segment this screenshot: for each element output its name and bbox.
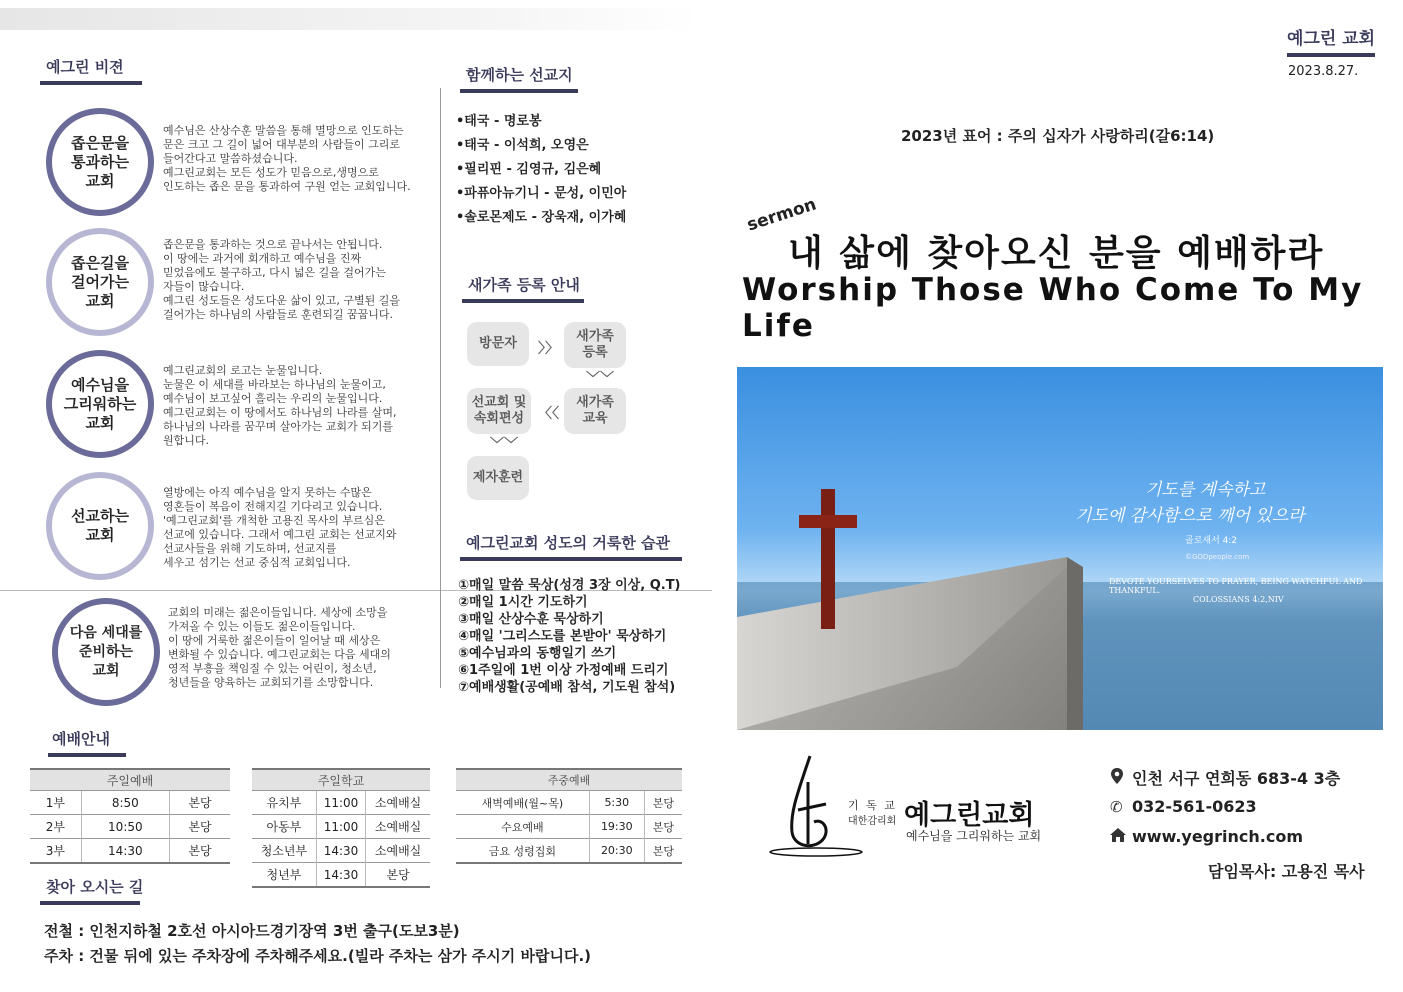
table-row: 새벽예배(월~목) 5:30 본당 [456,791,682,815]
flow-arrow-left: 〈〈 [538,406,559,422]
website-link[interactable]: www.yegrinch.com [1132,827,1303,846]
map-pin-icon [1110,768,1132,788]
sunday-worship-table [30,768,230,864]
pastor-name: 담임목사: 고용진 목사 [1208,862,1365,881]
table-row: 1부 8:50 본당 [30,791,230,815]
flow-arrow-right: 〉〉 [538,341,559,357]
year-motto: 2023년 표어 : 주의 십자가 사랑하리(갈6:14) [901,127,1215,145]
photo-verse-line1: 기도를 계속하고 [1145,480,1266,500]
photo-verse-english: DEVOTE YOURSELVES TO PRAYER, BEING WATCHFUL AND THANKFUL. [1109,577,1363,595]
sermon-title-english: Worship Those Who Come To My Life [742,272,1364,344]
missionary-item: •태국 - 이석희, 오영은 [456,138,589,153]
vision-text-1: 예수님은 산상수훈 말씀을 통해 멸망으로 인도하는 문은 크고 그 길이 넓어 대부분의 사람들이 그리로 들어간다고 말씀하셨습니다. 예그린교회는 모든 성도가 믿음으로,생명으로 인도하는 좁은 문을 통과하여 구원 얻는 교회입니다. [163,124,411,193]
table-row: 청소년부 14:30 소예배실 [252,839,430,863]
website-line [1110,827,1303,846]
vision-circle-4: 선교하는 교회 [46,472,154,580]
bulletin-date: 2023.8.27. [1288,64,1359,79]
logo-small-1: 기 독 교 [848,799,897,812]
cover-photo [737,367,1383,730]
subway-directions: 전철 : 인천지하철 2호선 아시아드경기장역 3번 출구(도보3분) [44,922,460,940]
address-text: 인천 서구 연희동 683-4 3층 [1132,769,1341,788]
worship-title: 예배안내 [52,728,126,757]
habit-item: ⑤예수님과의 동행일기 쓰기 [458,646,617,661]
flow-assign: 선교회 및 속회편성 [467,388,531,434]
cross-vertical [821,489,835,629]
parking-info: 주차 : 건물 뒤에 있는 주차장에 주차해주세요.(빌라 주차는 삼가 주시기 바랍니다.) [44,947,592,965]
vision-circle-1: 좁은문을 통과하는 교회 [46,108,154,216]
table-row: 청년부 14:30 본당 [252,863,430,888]
vision-text-4: 열방에는 아직 예수님을 알지 못하는 수많은 영혼들이 복음이 전해지길 기다리고 있습니다. '예그린교회'를 개척한 고용진 목사의 부르심은 선교에 있습니다. 그래서 예그린 교회는 선교지와 선교사들을 위해 기도하며, 선교지를 세우고 섬기는 선교 중심적 교회입니다. [163,486,397,569]
vision-text-2: 좁은문을 통과하는 것으로 끝나서는 안됩니다. 이 땅에는 과거에 회개하고 예수님을 진짜 믿었음에도 불구하고, 다시 넓은 길을 걸어가는 자들이 많습니다. 예그린 성도들은 성도다운 삶이 있고, 구별된 길을 걸어가는 하나님의 사람들로 훈련되길 꿈꿉니다. [163,238,400,321]
phone-icon: ✆ [1110,798,1123,816]
flow-visitor: 방문자 [467,322,529,366]
table-row: 3부 14:30 본당 [30,839,230,864]
table-row: 2부 10:50 본당 [30,815,230,839]
photo-verse-ref: 골로새서 4:2 [1185,536,1238,546]
logo-small-2: 대한감리회 [848,816,897,827]
photo-verse-english-ref: COLOSSIANS 4:2,NIV [1193,595,1284,604]
habit-item: ①매일 말씀 묵상(성경 3장 이상, Q.T) [458,578,681,593]
flow-arrow-down: ﹀﹀ [490,437,518,453]
cover-photo-art [737,367,1383,730]
habit-item: ⑥1주일에 1번 이상 가정예배 드리기 [458,663,669,678]
weekday-worship-table [456,768,682,864]
table-row: 유치부 11:00 소예배실 [252,791,430,815]
photo-verse-line2: 기도에 감사함으로 깨어 있으라 [1075,506,1305,526]
missionary-item: •태국 - 명로봉 [456,114,542,129]
vision-circle-2: 좁은길을 걸어가는 교회 [46,228,154,336]
table-row: 금요 성령집회 20:30 본당 [456,839,682,864]
sunday-school-table [252,768,430,888]
flow-register: 새가족 등록 [564,322,626,368]
sermon-title-korean: 내 삶에 찾아오신 분을 예배하라 [788,233,1325,274]
table-header: 주중예배 [456,769,682,791]
newcomer-title: 새가족 등록 안내 [468,274,584,303]
table-row: 아동부 11:00 소예배실 [252,815,430,839]
flow-arrow-down: ﹀﹀ [586,371,614,387]
missionary-title: 함께하는 선교지 [466,64,578,93]
flow-training: 제자훈련 [467,456,529,500]
directions-title: 찾아 오시는 길 [46,876,143,905]
table-row: 수요예배 19:30 본당 [456,815,682,839]
missionary-item: •솔로몬제도 - 장욱재, 이가혜 [456,210,627,225]
habits-title: 예그린교회 성도의 거룩한 습관 [466,532,682,561]
phone-line [1110,797,1257,816]
vision-text-3: 예그린교회의 로고는 눈물입니다. 눈물은 이 세대를 바라보는 하나님의 눈물이고, 예수님이 보고싶어 흘리는 우리의 눈물입니다. 예그린교회는 이 땅에서도 하나님의 나라를 살며, 하나님의 나라를 꿈꾸며 살아가는 교회가 되기를 원합니다. [163,364,397,447]
vision-text-5: 교회의 미래는 젊은이들입니다. 세상에 소망을 가져올 수 있는 이들도 젊은이들입니다. 이 땅에 거룩한 젊은이들이 일어날 때 세상은 변화될 수 있습니다. 예그린교회는 다음 세대의 영적 부흥을 책임질 수 있는 어린이, 청소년, 청년들을 양육하는 교회되기를 소망합니다. [168,606,391,689]
logo-name: 예그린교회 [904,800,1035,831]
top-fade-band [0,8,700,30]
phone-text: 032-561-0623 [1132,797,1257,816]
missionary-item: •필리핀 - 김영규, 김은혜 [456,162,602,177]
photo-site: ©GODpeople.com [1185,553,1250,561]
habit-item: ⑦예배생활(공예배 참석, 기도원 참석) [458,680,676,695]
divider-vertical [440,88,441,688]
logo-tagline: 예수님을 그리워하는 교회 [906,829,1042,843]
missionary-item: •파퓨아뉴기니 - 문성, 이민아 [456,186,627,201]
home-icon [1110,828,1132,846]
church-name-header: 예그린 교회 [1287,24,1375,57]
address-line [1110,766,1340,789]
vision-title: 예그린 비젼 [46,56,142,85]
table-header: 주일학교 [252,769,430,791]
vision-circle-3: 예수님을 그리워하는 교회 [46,350,154,458]
habit-item: ④매일 '그리스도를 본받아' 묵상하기 [458,629,667,644]
sermon-label: sermon [744,194,819,236]
flow-education: 새가족 교육 [564,388,626,434]
habit-item: ③매일 산상수훈 묵상하기 [458,612,604,627]
table-header: 주일예배 [30,769,230,791]
habit-item: ②매일 1시간 기도하기 [458,595,588,610]
cross-horizontal [799,515,857,528]
vision-circle-5: 다음 세대를 준비하는 교회 [52,598,160,706]
